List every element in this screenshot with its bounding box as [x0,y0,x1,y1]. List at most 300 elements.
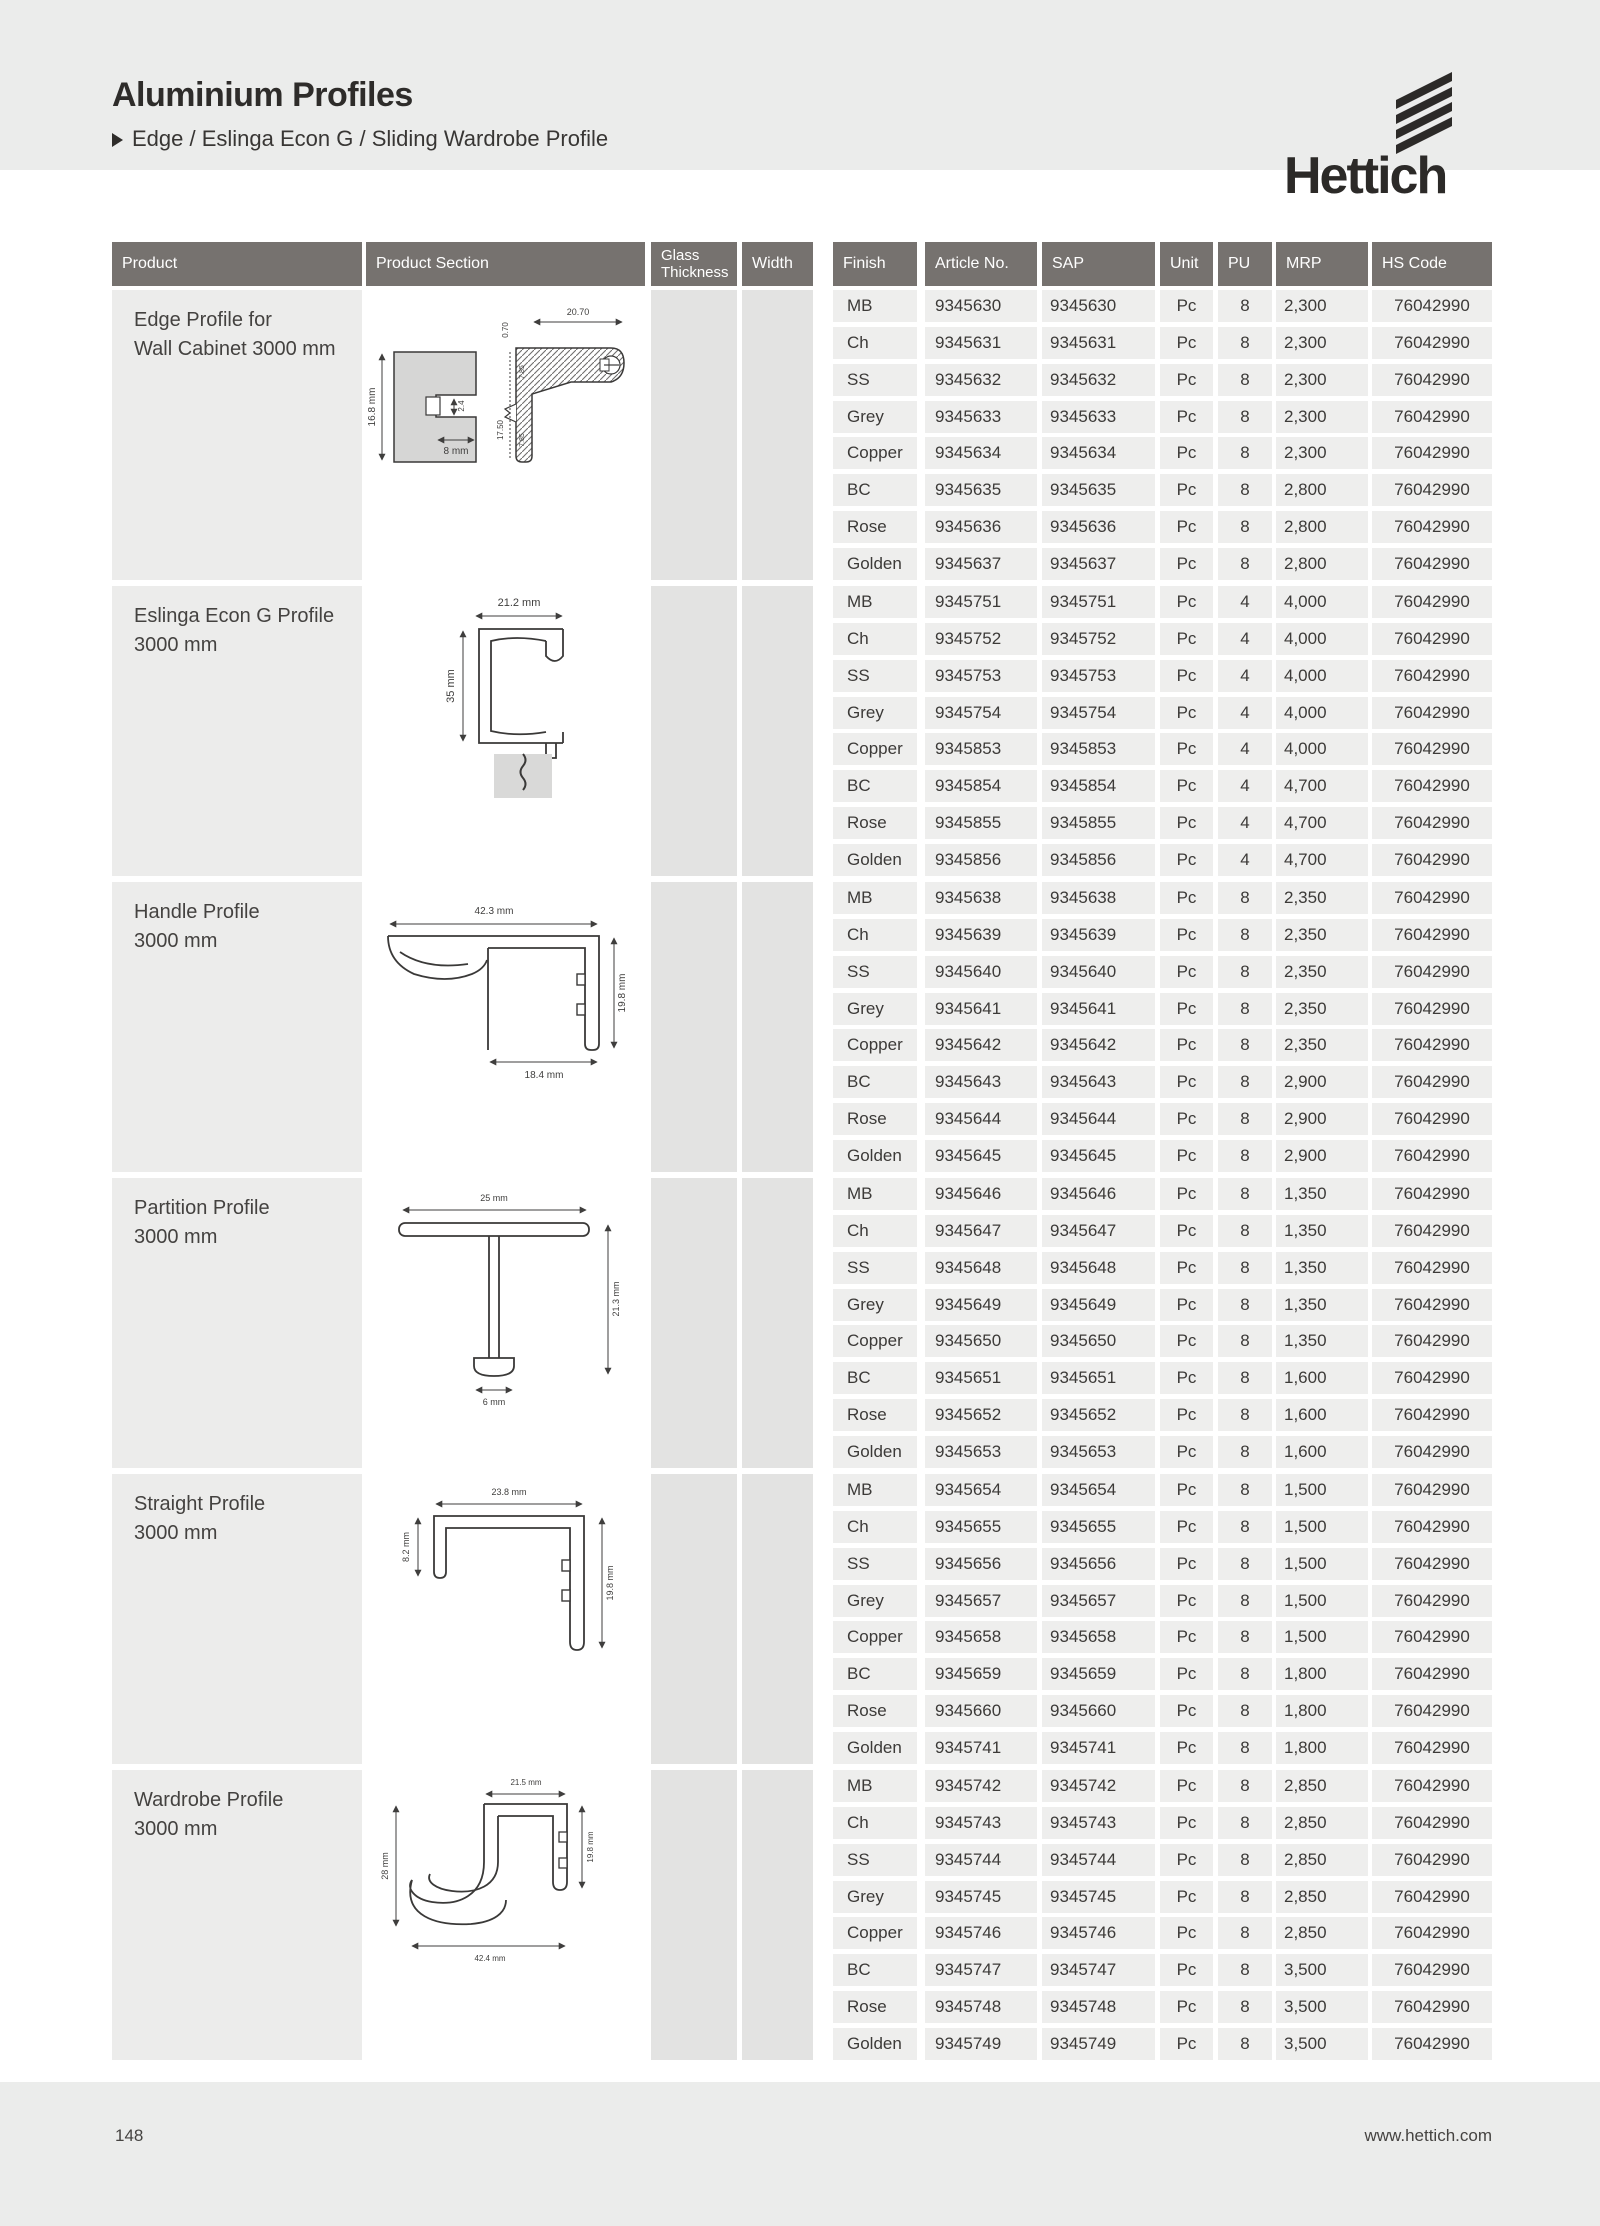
width-cell [742,1178,813,1468]
mrp-cell: 2,850 [1276,1844,1368,1876]
unit-cell: Pc [1160,290,1213,322]
glass-thickness-cell [651,1770,737,2060]
article-no-cell: 9345744 [925,1844,1037,1876]
hs-code-cell: 76042990 [1372,1436,1492,1468]
pu-cell: 8 [1218,2028,1272,2060]
column-header-sap: SAP [1042,242,1155,286]
svg-text:16.8 mm: 16.8 mm [367,387,378,427]
article-no-cell: 9345747 [925,1954,1037,1986]
hs-code-cell: 76042990 [1372,1178,1492,1210]
page-title: Aluminium Profiles [112,76,413,114]
article-no-cell: 9345655 [925,1511,1037,1543]
svg-text:21.3 mm: 21.3 mm [611,1281,621,1317]
hs-code-cell: 76042990 [1372,1954,1492,1986]
mrp-cell: 2,300 [1276,437,1368,469]
table-row [833,1325,1492,1357]
article-no-cell: 9345751 [925,586,1037,618]
finish-cell: Rose [833,1399,917,1431]
article-no-cell: 9345633 [925,401,1037,433]
pu-cell: 8 [1218,919,1272,951]
mrp-cell: 2,350 [1276,882,1368,914]
finish-cell: Grey [833,697,917,729]
unit-cell: Pc [1160,993,1213,1025]
pu-cell: 8 [1218,1399,1272,1431]
finish-cell: BC [833,474,917,506]
table-row [833,623,1492,655]
finish-cell: MB [833,1770,917,1802]
product-section-cell [366,882,645,1172]
mrp-cell: 2,350 [1276,919,1368,951]
unit-cell: Pc [1160,1252,1213,1284]
unit-cell: Pc [1160,1178,1213,1210]
hs-code-cell: 76042990 [1372,623,1492,655]
svg-text:7.85: 7.85 [519,365,526,379]
article-no-cell: 9345644 [925,1103,1037,1135]
product-name: Edge Profile for Wall Cabinet 3000 mm [112,290,362,580]
mrp-cell: 2,300 [1276,364,1368,396]
mrp-cell: 1,350 [1276,1215,1368,1247]
hs-code-cell: 76042990 [1372,1621,1492,1653]
svg-text:6 mm: 6 mm [482,1397,506,1407]
width-cell [742,290,813,580]
finish-cell: Golden [833,1140,917,1172]
sap-cell: 9345649 [1042,1289,1155,1321]
table-row [833,1289,1492,1321]
article-no-cell: 9345741 [925,1732,1037,1764]
sap-cell: 9345657 [1042,1585,1155,1617]
sap-cell: 9345659 [1042,1658,1155,1690]
table-row [833,1621,1492,1653]
glass-thickness-cell [651,586,737,876]
sap-cell: 9345651 [1042,1362,1155,1394]
table-row [833,1881,1492,1913]
article-no-cell: 9345631 [925,327,1037,359]
unit-cell: Pc [1160,623,1213,655]
hs-code-cell: 76042990 [1372,586,1492,618]
pu-cell: 8 [1218,1658,1272,1690]
table-row [833,1548,1492,1580]
article-no-cell: 9345743 [925,1807,1037,1839]
mrp-cell: 2,900 [1276,1140,1368,1172]
unit-cell: Pc [1160,770,1213,802]
finish-cell: Ch [833,1511,917,1543]
unit-cell: Pc [1160,548,1213,580]
product-group-wardrobe-profile [0,1770,1600,2060]
unit-cell: Pc [1160,1362,1213,1394]
pu-cell: 8 [1218,437,1272,469]
hs-code-cell: 76042990 [1372,1066,1492,1098]
pu-cell: 8 [1218,1215,1272,1247]
table-row [833,733,1492,765]
sap-cell: 9345652 [1042,1399,1155,1431]
svg-text:7.85: 7.85 [519,433,526,447]
sap-cell: 9345633 [1042,401,1155,433]
hs-code-cell: 76042990 [1372,1844,1492,1876]
table-row [833,1436,1492,1468]
group-rows [833,290,1492,580]
article-no-cell: 9345748 [925,1991,1037,2023]
table-row [833,1178,1492,1210]
pu-cell: 8 [1218,1695,1272,1727]
table-row [833,1585,1492,1617]
table-row [833,474,1492,506]
mrp-cell: 2,300 [1276,290,1368,322]
mrp-cell: 1,350 [1276,1325,1368,1357]
sap-cell: 9345653 [1042,1436,1155,1468]
unit-cell: Pc [1160,1807,1213,1839]
sap-cell: 9345744 [1042,1844,1155,1876]
mrp-cell: 3,500 [1276,1954,1368,1986]
finish-cell: MB [833,1474,917,1506]
mrp-cell: 1,350 [1276,1178,1368,1210]
mrp-cell: 1,500 [1276,1474,1368,1506]
finish-cell: Grey [833,1881,917,1913]
mrp-cell: 2,850 [1276,1917,1368,1949]
table-row [833,1658,1492,1690]
finish-cell: Rose [833,1991,917,2023]
finish-cell: Grey [833,401,917,433]
column-header-glass-thickness: Glass Thickness [651,242,737,286]
finish-cell: Rose [833,1695,917,1727]
unit-cell: Pc [1160,1325,1213,1357]
pu-cell: 8 [1218,1436,1272,1468]
mrp-cell: 4,700 [1276,770,1368,802]
unit-cell: Pc [1160,586,1213,618]
table-row [833,1215,1492,1247]
pu-cell: 8 [1218,511,1272,543]
article-no-cell: 9345632 [925,364,1037,396]
pu-cell: 8 [1218,1585,1272,1617]
sap-cell: 9345647 [1042,1215,1155,1247]
hs-code-cell: 76042990 [1372,1103,1492,1135]
sap-cell: 9345648 [1042,1252,1155,1284]
table-row [833,1399,1492,1431]
svg-text:19.8 mm: 19.8 mm [617,973,628,1013]
svg-text:0.70: 0.70 [501,322,510,338]
article-no-cell: 9345752 [925,623,1037,655]
product-group-eslinga-econ-g [0,586,1600,876]
mrp-cell: 1,800 [1276,1695,1368,1727]
svg-text:18.4 mm: 18.4 mm [524,1070,564,1081]
width-cell [742,882,813,1172]
unit-cell: Pc [1160,1436,1213,1468]
glass-thickness-cell [651,882,737,1172]
table-row [833,1770,1492,1802]
finish-cell: Golden [833,1436,917,1468]
unit-cell: Pc [1160,1511,1213,1543]
hs-code-cell: 76042990 [1372,1474,1492,1506]
pu-cell: 8 [1218,1917,1272,1949]
table-row [833,1954,1492,1986]
sap-cell: 9345643 [1042,1066,1155,1098]
hs-code-cell: 76042990 [1372,1881,1492,1913]
finish-cell: SS [833,1844,917,1876]
table-row [833,1917,1492,1949]
finish-cell: Golden [833,548,917,580]
mrp-cell: 1,500 [1276,1585,1368,1617]
table-row [833,1991,1492,2023]
column-header-width: Width [742,242,813,286]
article-no-cell: 9345656 [925,1548,1037,1580]
brand-wordmark: Hettich [1284,147,1447,205]
pu-cell: 8 [1218,1991,1272,2023]
table-row [833,770,1492,802]
straight-profile-diagram [366,1474,645,1764]
table-row [833,1474,1492,1506]
hs-code-cell: 76042990 [1372,770,1492,802]
sap-cell: 9345645 [1042,1140,1155,1172]
table-row [833,511,1492,543]
finish-cell: Ch [833,623,917,655]
finish-cell: SS [833,364,917,396]
unit-cell: Pc [1160,1215,1213,1247]
finish-cell: Golden [833,844,917,876]
hs-code-cell: 76042990 [1372,660,1492,692]
mrp-cell: 2,850 [1276,1881,1368,1913]
svg-text:25 mm: 25 mm [480,1193,508,1203]
mrp-cell: 1,500 [1276,1548,1368,1580]
article-no-cell: 9345659 [925,1658,1037,1690]
article-no-cell: 9345854 [925,770,1037,802]
table-row [833,882,1492,914]
svg-text:19.8 mm: 19.8 mm [605,1565,615,1601]
hs-code-cell: 76042990 [1372,1511,1492,1543]
mrp-cell: 4,000 [1276,623,1368,655]
pu-cell: 4 [1218,623,1272,655]
mrp-cell: 2,800 [1276,511,1368,543]
sap-cell: 9345748 [1042,1991,1155,2023]
pu-cell: 8 [1218,1954,1272,1986]
eslinga-profile-diagram [366,586,645,876]
hs-code-cell: 76042990 [1372,919,1492,951]
pu-cell: 8 [1218,327,1272,359]
pu-cell: 8 [1218,1029,1272,1061]
svg-text:28 mm: 28 mm [380,1852,390,1880]
pu-cell: 8 [1218,1621,1272,1653]
article-no-cell: 9345637 [925,548,1037,580]
table-row [833,1695,1492,1727]
pu-cell: 8 [1218,1252,1272,1284]
sap-cell: 9345650 [1042,1325,1155,1357]
article-no-cell: 9345749 [925,2028,1037,2060]
unit-cell: Pc [1160,437,1213,469]
hs-code-cell: 76042990 [1372,1215,1492,1247]
unit-cell: Pc [1160,1289,1213,1321]
finish-cell: Rose [833,807,917,839]
pu-cell: 4 [1218,697,1272,729]
pu-cell: 8 [1218,1548,1272,1580]
table-row [833,844,1492,876]
finish-cell: Golden [833,1732,917,1764]
unit-cell: Pc [1160,733,1213,765]
pu-cell: 8 [1218,290,1272,322]
page-subtitle: Edge / Eslinga Econ G / Sliding Wardrobe Profile [132,126,609,151]
mrp-cell: 2,350 [1276,993,1368,1025]
article-no-cell: 9345746 [925,1917,1037,1949]
mrp-cell: 1,500 [1276,1511,1368,1543]
finish-cell: Copper [833,733,917,765]
mrp-cell: 2,800 [1276,474,1368,506]
finish-cell: SS [833,1252,917,1284]
table-row [833,660,1492,692]
unit-cell: Pc [1160,697,1213,729]
article-no-cell: 9345641 [925,993,1037,1025]
table-row [833,697,1492,729]
hs-code-cell: 76042990 [1372,1362,1492,1394]
unit-cell: Pc [1160,1917,1213,1949]
article-no-cell: 9345645 [925,1140,1037,1172]
sap-cell: 9345749 [1042,2028,1155,2060]
sap-cell: 9345641 [1042,993,1155,1025]
hs-code-cell: 76042990 [1372,548,1492,580]
table-row [833,437,1492,469]
sap-cell: 9345745 [1042,1881,1155,1913]
unit-cell: Pc [1160,1029,1213,1061]
hs-code-cell: 76042990 [1372,956,1492,988]
width-cell [742,1474,813,1764]
mrp-cell: 1,600 [1276,1362,1368,1394]
article-no-cell: 9345753 [925,660,1037,692]
sap-cell: 9345753 [1042,660,1155,692]
article-no-cell: 9345638 [925,882,1037,914]
article-no-cell: 9345657 [925,1585,1037,1617]
table-row [833,1732,1492,1764]
pu-cell: 8 [1218,1140,1272,1172]
sap-cell: 9345640 [1042,956,1155,988]
finish-cell: Ch [833,1807,917,1839]
unit-cell: Pc [1160,1399,1213,1431]
hs-code-cell: 76042990 [1372,807,1492,839]
pu-cell: 8 [1218,1474,1272,1506]
sap-cell: 9345854 [1042,770,1155,802]
table-row [833,1844,1492,1876]
article-no-cell: 9345639 [925,919,1037,951]
hs-code-cell: 76042990 [1372,364,1492,396]
sap-cell: 9345654 [1042,1474,1155,1506]
table-row [833,1066,1492,1098]
column-header-product-section: Product Section [366,242,645,286]
svg-text:2.4: 2.4 [457,400,466,412]
sap-cell: 9345646 [1042,1178,1155,1210]
svg-text:21.5 mm: 21.5 mm [510,1778,542,1787]
sap-cell: 9345635 [1042,474,1155,506]
hs-code-cell: 76042990 [1372,290,1492,322]
finish-cell: BC [833,1066,917,1098]
partition-profile-diagram [366,1178,645,1468]
pu-cell: 8 [1218,956,1272,988]
article-no-cell: 9345642 [925,1029,1037,1061]
hs-code-cell: 76042990 [1372,1658,1492,1690]
svg-text:42.3 mm: 42.3 mm [474,906,514,917]
sap-cell: 9345741 [1042,1732,1155,1764]
product-group-edge-profile [0,290,1600,580]
mrp-cell: 2,800 [1276,548,1368,580]
sap-cell: 9345631 [1042,327,1155,359]
finish-cell: Ch [833,327,917,359]
mrp-cell: 4,000 [1276,697,1368,729]
pu-cell: 8 [1218,882,1272,914]
product-group-handle-profile [0,882,1600,1172]
unit-cell: Pc [1160,1844,1213,1876]
sap-cell: 9345747 [1042,1954,1155,1986]
finish-cell: Golden [833,2028,917,2060]
unit-cell: Pc [1160,660,1213,692]
width-cell [742,586,813,876]
article-no-cell: 9345651 [925,1362,1037,1394]
pu-cell: 8 [1218,1103,1272,1135]
width-cell [742,1770,813,2060]
unit-cell: Pc [1160,956,1213,988]
finish-cell: MB [833,1178,917,1210]
finish-cell: Rose [833,511,917,543]
glass-thickness-cell [651,290,737,580]
mrp-cell: 3,500 [1276,1991,1368,2023]
finish-cell: Grey [833,1289,917,1321]
article-no-cell: 9345640 [925,956,1037,988]
table-row [833,1511,1492,1543]
article-no-cell: 9345742 [925,1770,1037,1802]
mrp-cell: 2,300 [1276,327,1368,359]
unit-cell: Pc [1160,327,1213,359]
pu-cell: 8 [1218,1770,1272,1802]
pu-cell: 8 [1218,1066,1272,1098]
finish-cell: MB [833,882,917,914]
table-row [833,1362,1492,1394]
sap-cell: 9345655 [1042,1511,1155,1543]
hs-code-cell: 76042990 [1372,1252,1492,1284]
sap-cell: 9345630 [1042,290,1155,322]
table-row [833,1103,1492,1135]
finish-cell: MB [833,586,917,618]
finish-cell: SS [833,660,917,692]
article-no-cell: 9345856 [925,844,1037,876]
sap-cell: 9345746 [1042,1917,1155,1949]
hs-code-cell: 76042990 [1372,993,1492,1025]
sap-cell: 9345853 [1042,733,1155,765]
unit-cell: Pc [1160,364,1213,396]
article-no-cell: 9345648 [925,1252,1037,1284]
table-row [833,1807,1492,1839]
article-no-cell: 9345652 [925,1399,1037,1431]
mrp-cell: 2,900 [1276,1066,1368,1098]
svg-text:19.8 mm: 19.8 mm [586,1831,595,1863]
product-group-straight-profile [0,1474,1600,1764]
hs-code-cell: 76042990 [1372,401,1492,433]
sap-cell: 9345856 [1042,844,1155,876]
mrp-cell: 2,900 [1276,1103,1368,1135]
table-row [833,327,1492,359]
hs-code-cell: 76042990 [1372,474,1492,506]
sap-cell: 9345742 [1042,1770,1155,1802]
unit-cell: Pc [1160,844,1213,876]
hs-code-cell: 76042990 [1372,327,1492,359]
pu-cell: 8 [1218,1289,1272,1321]
hs-code-cell: 76042990 [1372,511,1492,543]
wardrobe-profile-diagram [366,1770,645,2060]
group-rows [833,1770,1492,2060]
product-name: Wardrobe Profile 3000 mm [112,1770,362,2060]
column-header-finish: Finish [833,242,917,286]
unit-cell: Pc [1160,1140,1213,1172]
article-no-cell: 9345647 [925,1215,1037,1247]
finish-cell: BC [833,1362,917,1394]
handle-profile-diagram [366,882,645,1172]
unit-cell: Pc [1160,474,1213,506]
finish-cell: Rose [833,1103,917,1135]
unit-cell: Pc [1160,807,1213,839]
finish-cell: Copper [833,1621,917,1653]
svg-text:8 mm: 8 mm [443,446,469,457]
